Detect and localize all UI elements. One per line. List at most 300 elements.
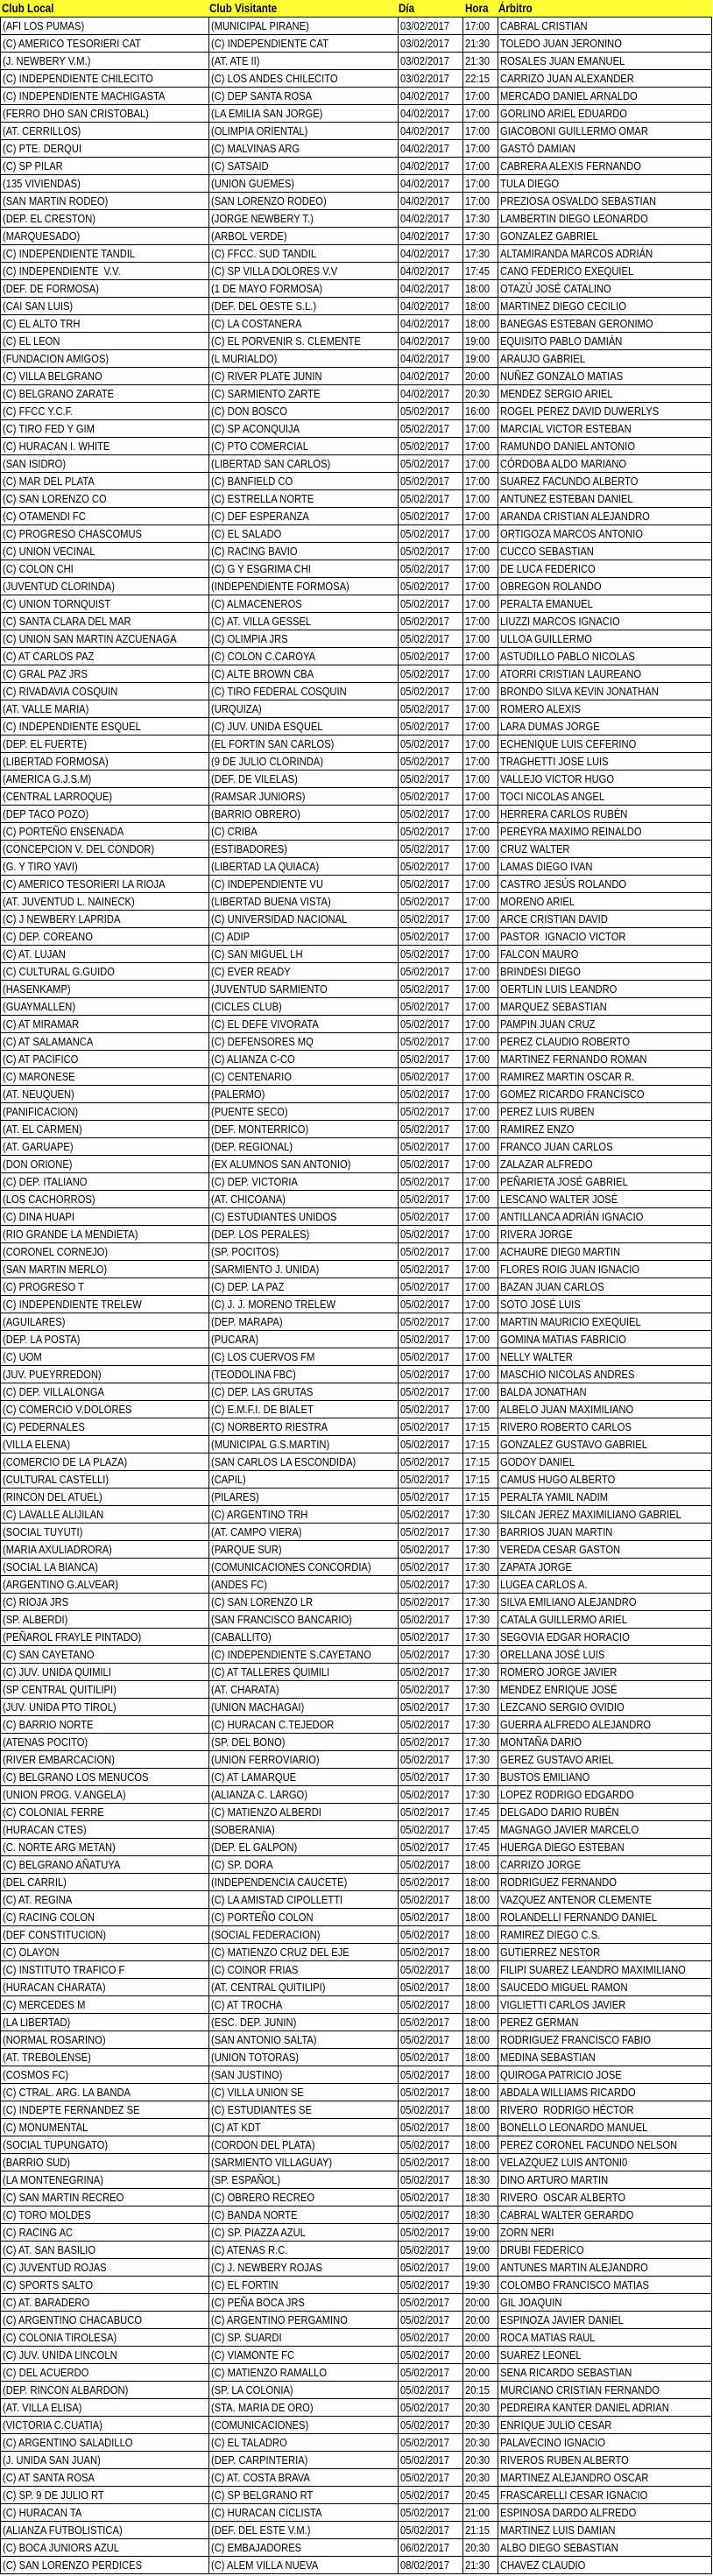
cell-club-visitante[interactable]	[208, 525, 398, 542]
cell-dia[interactable]	[398, 1226, 462, 1242]
cell-dia[interactable]	[398, 1821, 462, 1838]
cell-club-visitante[interactable]	[208, 2434, 398, 2451]
cell-hora[interactable]	[462, 105, 498, 122]
cell-hora[interactable]	[462, 1559, 498, 1575]
cell-club-local[interactable]	[1, 1646, 208, 1663]
cell-arbitro[interactable]	[498, 1068, 712, 1085]
cell-dia[interactable]	[398, 2329, 462, 2346]
cell-hora[interactable]	[462, 1366, 498, 1383]
table-row[interactable]	[0, 2557, 712, 2574]
table-row[interactable]	[0, 228, 712, 245]
table-row[interactable]	[0, 1524, 712, 1541]
table-row[interactable]	[0, 525, 712, 543]
cell-arbitro[interactable]	[498, 1839, 712, 1855]
cell-hora[interactable]	[462, 2259, 498, 2276]
cell-hora[interactable]	[462, 385, 498, 402]
cell-dia[interactable]	[398, 1471, 462, 1488]
cell-hora[interactable]	[462, 2539, 498, 2556]
cell-club-visitante[interactable]	[208, 1121, 398, 1137]
cell-dia[interactable]	[398, 1261, 462, 1277]
cell-club-visitante[interactable]	[208, 893, 398, 910]
cell-hora[interactable]	[462, 70, 498, 87]
cell-arbitro[interactable]	[498, 998, 712, 1015]
cell-arbitro[interactable]	[498, 2066, 712, 2083]
cell-club-local[interactable]	[1, 2452, 208, 2468]
cell-dia[interactable]	[398, 543, 462, 560]
cell-club-visitante[interactable]	[208, 2101, 398, 2118]
cell-arbitro[interactable]	[498, 2259, 712, 2276]
table-row[interactable]	[0, 1471, 712, 1489]
cell-dia[interactable]	[398, 70, 462, 87]
cell-hora[interactable]	[462, 315, 498, 332]
cell-arbitro[interactable]	[498, 2452, 712, 2468]
cell-club-visitante[interactable]	[208, 2189, 398, 2206]
table-row[interactable]	[0, 1856, 712, 1874]
cell-arbitro[interactable]	[498, 70, 712, 87]
cell-hora[interactable]	[462, 2557, 498, 2573]
cell-dia[interactable]	[398, 700, 462, 717]
cell-arbitro[interactable]	[498, 665, 712, 682]
cell-club-local[interactable]	[1, 140, 208, 157]
cell-club-local[interactable]	[1, 105, 208, 122]
cell-dia[interactable]	[398, 1996, 462, 2013]
cell-dia[interactable]	[398, 1156, 462, 1172]
cell-arbitro[interactable]	[498, 735, 712, 752]
cell-club-visitante[interactable]	[208, 1191, 398, 1207]
cell-club-local[interactable]	[1, 315, 208, 332]
table-row[interactable]	[0, 1016, 712, 1033]
cell-club-visitante[interactable]	[208, 2557, 398, 2573]
cell-dia[interactable]	[398, 2347, 462, 2363]
cell-club-visitante[interactable]	[208, 578, 398, 595]
cell-hora[interactable]	[462, 1734, 498, 1750]
cell-club-local[interactable]	[1, 175, 208, 192]
cell-hora[interactable]	[462, 245, 498, 262]
cell-club-visitante[interactable]	[208, 1453, 398, 1470]
cell-club-local[interactable]	[1, 2031, 208, 2048]
cell-arbitro[interactable]	[498, 2101, 712, 2118]
cell-hora[interactable]	[462, 2136, 498, 2153]
cell-dia[interactable]	[398, 2539, 462, 2556]
table-row[interactable]	[0, 595, 712, 613]
cell-club-visitante[interactable]	[208, 630, 398, 647]
table-row[interactable]	[0, 1033, 712, 1051]
cell-club-visitante[interactable]	[208, 1926, 398, 1943]
cell-dia[interactable]	[398, 1366, 462, 1383]
cell-club-local[interactable]	[1, 2066, 208, 2083]
cell-club-visitante[interactable]	[208, 1051, 398, 1067]
cell-club-local[interactable]	[1, 1086, 208, 1102]
cell-club-local[interactable]	[1, 1173, 208, 1190]
table-row[interactable]	[0, 2399, 712, 2417]
cell-dia[interactable]	[398, 1839, 462, 1855]
cell-club-local[interactable]	[1, 2277, 208, 2293]
cell-dia[interactable]	[398, 280, 462, 297]
cell-arbitro[interactable]	[498, 1086, 712, 1102]
cell-hora[interactable]	[462, 2066, 498, 2083]
cell-arbitro[interactable]	[498, 263, 712, 279]
cell-club-local[interactable]	[1, 648, 208, 665]
cell-dia[interactable]	[398, 1296, 462, 1313]
cell-hora[interactable]	[462, 1716, 498, 1733]
cell-dia[interactable]	[398, 140, 462, 157]
cell-club-local[interactable]	[1, 788, 208, 805]
cell-dia[interactable]	[398, 648, 462, 665]
cell-club-visitante[interactable]	[208, 298, 398, 314]
cell-hora[interactable]	[462, 1804, 498, 1820]
cell-club-local[interactable]	[1, 771, 208, 787]
cell-dia[interactable]	[398, 718, 462, 735]
cell-dia[interactable]	[398, 1664, 462, 1680]
table-row[interactable]	[0, 1681, 712, 1699]
cell-club-local[interactable]	[1, 2557, 208, 2573]
table-row[interactable]	[0, 2312, 712, 2329]
cell-club-visitante[interactable]	[208, 2119, 398, 2136]
table-row[interactable]	[0, 1121, 712, 1138]
cell-dia[interactable]	[398, 1331, 462, 1348]
cell-arbitro[interactable]	[498, 893, 712, 910]
table-row[interactable]	[0, 35, 712, 53]
cell-dia[interactable]	[398, 1313, 462, 1330]
cell-club-local[interactable]	[1, 2487, 208, 2503]
table-row[interactable]	[0, 298, 712, 315]
cell-club-local[interactable]	[1, 280, 208, 297]
cell-club-visitante[interactable]	[208, 88, 398, 104]
cell-dia[interactable]	[398, 508, 462, 524]
table-row[interactable]	[0, 2101, 712, 2119]
cell-dia[interactable]	[398, 735, 462, 752]
cell-club-local[interactable]	[1, 1121, 208, 1137]
table-row[interactable]	[0, 263, 712, 280]
cell-dia[interactable]	[398, 2294, 462, 2311]
cell-arbitro[interactable]	[498, 368, 712, 384]
cell-dia[interactable]	[398, 420, 462, 437]
cell-hora[interactable]	[462, 525, 498, 542]
cell-arbitro[interactable]	[498, 1471, 712, 1488]
table-row[interactable]	[0, 1138, 712, 1156]
cell-club-visitante[interactable]	[208, 1751, 398, 1768]
cell-club-local[interactable]	[1, 1839, 208, 1855]
cell-club-local[interactable]	[1, 1016, 208, 1032]
cell-hora[interactable]	[462, 2119, 498, 2136]
cell-dia[interactable]	[398, 123, 462, 139]
cell-hora[interactable]	[462, 1226, 498, 1242]
cell-dia[interactable]	[398, 368, 462, 384]
cell-club-visitante[interactable]	[208, 2277, 398, 2293]
cell-club-local[interactable]	[1, 2119, 208, 2136]
cell-arbitro[interactable]	[498, 1979, 712, 1995]
cell-hora[interactable]	[462, 2399, 498, 2416]
cell-hora[interactable]	[462, 630, 498, 647]
cell-dia[interactable]	[398, 2434, 462, 2451]
table-row[interactable]	[0, 630, 712, 648]
cell-dia[interactable]	[398, 1418, 462, 1435]
cell-dia[interactable]	[398, 1348, 462, 1365]
cell-club-local[interactable]	[1, 683, 208, 700]
cell-arbitro[interactable]	[498, 1524, 712, 1540]
table-row[interactable]	[0, 718, 712, 735]
cell-arbitro[interactable]	[498, 1348, 712, 1365]
cell-hora[interactable]	[462, 718, 498, 735]
cell-hora[interactable]	[462, 578, 498, 595]
cell-dia[interactable]	[398, 175, 462, 192]
cell-dia[interactable]	[398, 2049, 462, 2066]
cell-hora[interactable]	[462, 1839, 498, 1855]
cell-club-visitante[interactable]	[208, 1664, 398, 1680]
cell-club-local[interactable]	[1, 158, 208, 174]
cell-club-local[interactable]	[1, 420, 208, 437]
cell-club-visitante[interactable]	[208, 735, 398, 752]
cell-hora[interactable]	[462, 928, 498, 945]
cell-arbitro[interactable]	[498, 1313, 712, 1330]
cell-dia[interactable]	[398, 2014, 462, 2031]
cell-arbitro[interactable]	[498, 683, 712, 700]
table-row[interactable]	[0, 2031, 712, 2049]
cell-arbitro[interactable]	[498, 2539, 712, 2556]
cell-club-visitante[interactable]	[208, 1611, 398, 1628]
cell-arbitro[interactable]	[498, 2557, 712, 2573]
cell-hora[interactable]	[462, 420, 498, 437]
table-row[interactable]	[0, 700, 712, 718]
table-row[interactable]	[0, 1734, 712, 1751]
cell-dia[interactable]	[398, 1786, 462, 1803]
cell-club-visitante[interactable]	[208, 1821, 398, 1838]
cell-hora[interactable]	[462, 1418, 498, 1435]
cell-club-visitante[interactable]	[208, 1471, 398, 1488]
cell-hora[interactable]	[462, 946, 498, 962]
cell-club-visitante[interactable]	[208, 35, 398, 52]
cell-dia[interactable]	[398, 2171, 462, 2188]
cell-dia[interactable]	[398, 2452, 462, 2468]
cell-club-local[interactable]	[1, 1383, 208, 1400]
cell-arbitro[interactable]	[498, 1769, 712, 1785]
cell-club-local[interactable]	[1, 1401, 208, 1418]
cell-club-visitante[interactable]	[208, 1734, 398, 1750]
cell-club-local[interactable]	[1, 1226, 208, 1242]
table-row[interactable]	[0, 490, 712, 508]
cell-arbitro[interactable]	[498, 928, 712, 945]
table-row[interactable]	[0, 2206, 712, 2224]
cell-dia[interactable]	[398, 490, 462, 507]
cell-club-visitante[interactable]	[208, 1261, 398, 1277]
cell-club-local[interactable]	[1, 333, 208, 349]
cell-club-local[interactable]	[1, 210, 208, 227]
cell-club-local[interactable]	[1, 1524, 208, 1540]
cell-club-local[interactable]	[1, 1331, 208, 1348]
cell-club-visitante[interactable]	[208, 2417, 398, 2433]
cell-club-local[interactable]	[1, 1856, 208, 1873]
cell-hora[interactable]	[462, 1173, 498, 1190]
cell-hora[interactable]	[462, 1506, 498, 1523]
cell-club-visitante[interactable]	[208, 1033, 398, 1050]
cell-arbitro[interactable]	[498, 298, 712, 314]
cell-club-visitante[interactable]	[208, 1138, 398, 1155]
table-row[interactable]	[0, 1594, 712, 1611]
cell-club-visitante[interactable]	[208, 2347, 398, 2363]
cell-club-visitante[interactable]	[208, 718, 398, 735]
table-row[interactable]	[0, 1629, 712, 1646]
cell-dia[interactable]	[398, 1856, 462, 1873]
cell-club-local[interactable]	[1, 1261, 208, 1277]
cell-hora[interactable]	[462, 1278, 498, 1295]
cell-hora[interactable]	[462, 998, 498, 1015]
table-row[interactable]	[0, 2189, 712, 2206]
cell-arbitro[interactable]	[498, 1506, 712, 1523]
cell-club-visitante[interactable]	[208, 2136, 398, 2153]
cell-club-visitante[interactable]	[208, 263, 398, 279]
table-row[interactable]	[0, 543, 712, 560]
cell-dia[interactable]	[398, 911, 462, 927]
cell-club-visitante[interactable]	[208, 53, 398, 69]
table-row[interactable]	[0, 2259, 712, 2277]
cell-arbitro[interactable]	[498, 1629, 712, 1645]
cell-club-visitante[interactable]	[208, 998, 398, 1015]
cell-arbitro[interactable]	[498, 2206, 712, 2223]
cell-club-visitante[interactable]	[208, 911, 398, 927]
cell-arbitro[interactable]	[498, 2277, 712, 2293]
cell-hora[interactable]	[462, 1979, 498, 1995]
cell-club-visitante[interactable]	[208, 1156, 398, 1172]
table-row[interactable]	[0, 2539, 712, 2557]
cell-dia[interactable]	[398, 333, 462, 349]
cell-dia[interactable]	[398, 1734, 462, 1750]
cell-dia[interactable]	[398, 1629, 462, 1645]
cell-arbitro[interactable]	[498, 1138, 712, 1155]
table-row[interactable]	[0, 1769, 712, 1786]
cell-club-local[interactable]	[1, 2259, 208, 2276]
table-row[interactable]	[0, 2487, 712, 2504]
cell-arbitro[interactable]	[498, 1594, 712, 1610]
cell-dia[interactable]	[398, 1138, 462, 1155]
cell-dia[interactable]	[398, 788, 462, 805]
cell-club-local[interactable]	[1, 1786, 208, 1803]
cell-hora[interactable]	[462, 788, 498, 805]
cell-dia[interactable]	[398, 963, 462, 980]
table-row[interactable]	[0, 1716, 712, 1734]
table-row[interactable]	[0, 1751, 712, 1769]
cell-dia[interactable]	[398, 858, 462, 875]
cell-arbitro[interactable]	[498, 613, 712, 630]
cell-dia[interactable]	[398, 1173, 462, 1190]
table-row[interactable]	[0, 1839, 712, 1856]
cell-hora[interactable]	[462, 2364, 498, 2381]
cell-dia[interactable]	[398, 1751, 462, 1768]
table-row[interactable]	[0, 2136, 712, 2154]
cell-arbitro[interactable]	[498, 1559, 712, 1575]
cell-dia[interactable]	[398, 455, 462, 472]
cell-club-visitante[interactable]	[208, 823, 398, 840]
cell-arbitro[interactable]	[498, 1418, 712, 1435]
cell-club-visitante[interactable]	[208, 876, 398, 892]
cell-club-visitante[interactable]	[208, 403, 398, 419]
cell-hora[interactable]	[462, 2469, 498, 2486]
cell-club-visitante[interactable]	[208, 158, 398, 174]
table-row[interactable]	[0, 928, 712, 946]
cell-arbitro[interactable]	[498, 2434, 712, 2451]
cell-hora[interactable]	[462, 1243, 498, 1260]
cell-club-visitante[interactable]	[208, 385, 398, 402]
cell-dia[interactable]	[398, 1541, 462, 1558]
table-row[interactable]	[0, 88, 712, 105]
table-row[interactable]	[0, 735, 712, 753]
cell-hora[interactable]	[462, 438, 498, 454]
cell-dia[interactable]	[398, 2557, 462, 2573]
cell-hora[interactable]	[462, 123, 498, 139]
cell-arbitro[interactable]	[498, 700, 712, 717]
cell-club-local[interactable]	[1, 613, 208, 630]
table-row[interactable]	[0, 1331, 712, 1348]
table-row[interactable]	[0, 438, 712, 455]
cell-arbitro[interactable]	[498, 210, 712, 227]
cell-club-local[interactable]	[1, 1453, 208, 1470]
table-row[interactable]	[0, 473, 712, 490]
cell-hora[interactable]	[462, 1856, 498, 1873]
cell-club-local[interactable]	[1, 2539, 208, 2556]
cell-hora[interactable]	[462, 700, 498, 717]
cell-dia[interactable]	[398, 2101, 462, 2118]
cell-hora[interactable]	[462, 735, 498, 752]
cell-arbitro[interactable]	[498, 1121, 712, 1137]
table-row[interactable]	[0, 1401, 712, 1418]
cell-dia[interactable]	[398, 1891, 462, 1908]
table-row[interactable]	[0, 788, 712, 806]
cell-arbitro[interactable]	[498, 1611, 712, 1628]
cell-club-visitante[interactable]	[208, 333, 398, 349]
cell-club-local[interactable]	[1, 1716, 208, 1733]
cell-club-local[interactable]	[1, 385, 208, 402]
table-row[interactable]	[0, 1086, 712, 1103]
table-row[interactable]	[0, 70, 712, 88]
cell-club-local[interactable]	[1, 1471, 208, 1488]
cell-dia[interactable]	[398, 1926, 462, 1943]
cell-arbitro[interactable]	[498, 1208, 712, 1225]
cell-hora[interactable]	[462, 1594, 498, 1610]
cell-hora[interactable]	[462, 1313, 498, 1330]
cell-club-visitante[interactable]	[208, 1226, 398, 1242]
table-row[interactable]	[0, 1261, 712, 1278]
table-row[interactable]	[0, 140, 712, 158]
cell-club-visitante[interactable]	[208, 2312, 398, 2328]
cell-club-visitante[interactable]	[208, 543, 398, 560]
cell-club-local[interactable]	[1, 998, 208, 1015]
table-row[interactable]	[0, 1418, 712, 1436]
cell-dia[interactable]	[398, 2522, 462, 2538]
cell-club-local[interactable]	[1, 2469, 208, 2486]
cell-club-visitante[interactable]	[208, 2014, 398, 2031]
cell-club-visitante[interactable]	[208, 683, 398, 700]
cell-dia[interactable]	[398, 946, 462, 962]
cell-hora[interactable]	[462, 1068, 498, 1085]
table-row[interactable]	[0, 1821, 712, 1839]
cell-club-visitante[interactable]	[208, 595, 398, 612]
cell-club-local[interactable]	[1, 1103, 208, 1120]
cell-club-visitante[interactable]	[208, 771, 398, 787]
table-row[interactable]	[0, 1699, 712, 1716]
cell-club-local[interactable]	[1, 1979, 208, 1995]
table-row[interactable]	[0, 2347, 712, 2364]
table-row[interactable]	[0, 998, 712, 1016]
cell-club-visitante[interactable]	[208, 1646, 398, 1663]
cell-club-local[interactable]	[1, 578, 208, 595]
cell-dia[interactable]	[398, 385, 462, 402]
cell-club-local[interactable]	[1, 665, 208, 682]
cell-arbitro[interactable]	[498, 1296, 712, 1313]
cell-dia[interactable]	[398, 1383, 462, 1400]
cell-arbitro[interactable]	[498, 1156, 712, 1172]
cell-arbitro[interactable]	[498, 123, 712, 139]
cell-hora[interactable]	[462, 613, 498, 630]
cell-club-visitante[interactable]	[208, 1786, 398, 1803]
